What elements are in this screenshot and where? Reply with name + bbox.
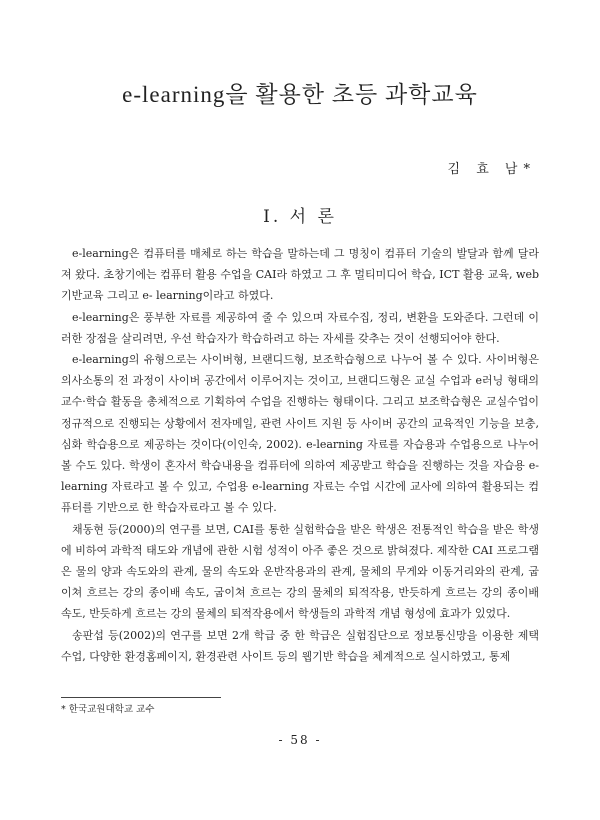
section-heading: Ⅰ. 서 론: [263, 207, 337, 227]
footnote-divider: [61, 697, 221, 698]
footnote: * 한국교원대학교 교수: [61, 704, 155, 715]
author-name: 김 효 남*: [447, 162, 536, 177]
paragraph: e-learning은 풍부한 자료를 제공하여 줄 수 있으며 자료수집, 정리, 변환을 도와준다. 그런데 이러한 장점을 살리려면, 우선 학습자가 학습하려고 하는 자세를 갖추는 것이 선행되어야 한다.: [61, 310, 539, 345]
paragraph: 채동현 등(2000)의 연구를 보면, CAI를 통한 실험학습을 받은 학생은 전통적인 학습을 받은 학생에 비하여 과학적 태도와 개념에 관한 시험 성적이 아주 좋은 것으로 밝혀졌다. 제작한 CAI 프로그램은 물의 양과 속도와의 관계, 물의 속도와 운반작용과의 관계, 물체의 무게와 이동거리와의 관계, 굽이쳐 흐르는 강의 종이배 속도, 굽이쳐 흐르는 강의 물체의 퇴적작용, 반듯하게 흐르는 강의 종이배 속도, 반듯하게 흐르는 강의 물체의 퇴적작용에서 학생들의 과학적 개념 형성에 효과가 있었다.: [61, 522, 539, 621]
paper-title: e-learning을 활용한 초등 과학교육: [122, 82, 478, 107]
paragraph: e-learning의 유형으로는 사이버형, 브랜디드형, 보조학습형으로 나누어 볼 수 있다. 사이버형은 의사소통의 전 과정이 사이버 공간에서 이루어지는 것이고, 브랜디드형은 교실 수업과 e러닝 형태의 교수·학습 활동을 총체적으로 기획하여 수업을 진행하는 형태이다. 그리고 보조학습형은 교실수업이 정규적으로 진행되는 상황에서 전자메일, 관련 사이트 지원 등 사이버 공간의 교육적인 기능을 보충, 심화 학습용으로 제공하는 것이다(이인숙, 2002). e-learning 자료를 자습용과 수업용으로 나누어 볼 수도 있다. 학생이 혼자서 학습내용을 컴퓨터에 의하여 제공받고 학습을 진행하는 것을 자습용 e-learning 자료라고 볼 수 있고, 수업용 e-learning 자료는 수업 시간에 교사에 의하여 활용되는 컴퓨터를 기반으로 한 학습자료라고 볼 수 있다.: [61, 353, 539, 515]
paragraph: e-learning은 컴퓨터를 매체로 하는 학습을 말하는데 그 명칭이 컴퓨터 기술의 발달과 함께 달라져 왔다. 초창기에는 컴퓨터 활용 수업을 CAI라 하였고 그 후 멀티미디어 학습, ICT 활용 교육, web 기반교육 그리고 e- learning이라고 하였다.: [61, 247, 539, 303]
paragraph: 송판섭 등(2002)의 연구를 보면 2개 학급 중 한 학급은 실험집단으로 정보통신망을 이용한 제택수업, 다양한 환경홈페이지, 환경관련 사이트 등의 웹기반 학습을 체계적으로 실시하였고, 통제: [61, 628, 539, 663]
page-number: - 58 -: [278, 733, 322, 747]
body-text: [61, 243, 539, 667]
